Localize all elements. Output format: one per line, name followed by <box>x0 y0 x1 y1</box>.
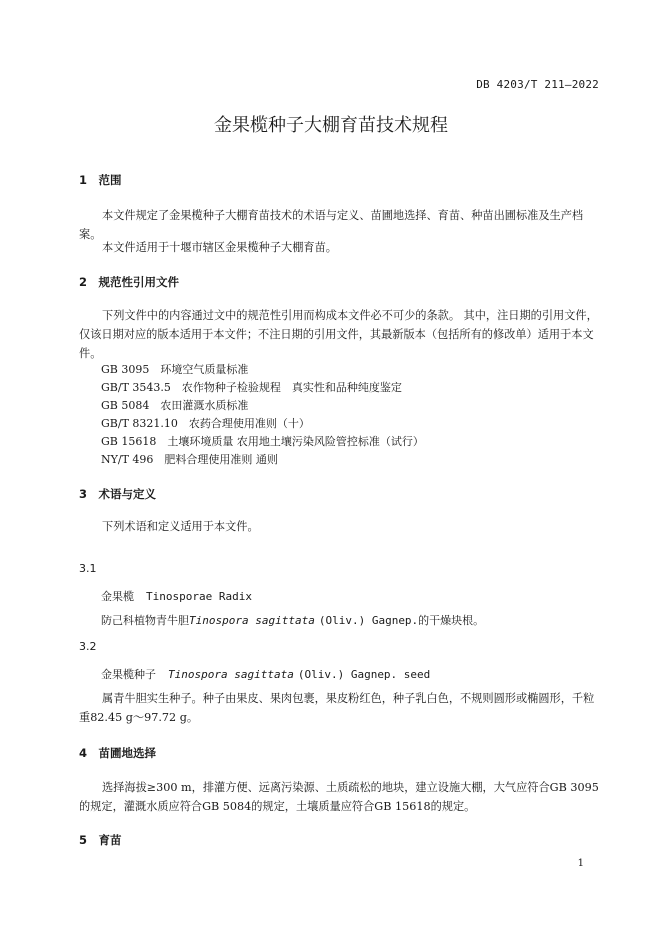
section-5-heading: 5 育苗 <box>79 833 122 847</box>
section-2-paragraph-1: 下列文件中的内容通过文中的规范性引用而构成本文件必不可少的条款。 其中，注日期的引用文件，仅该日期对应的版本适用于本文件；不注日期的引用文件，其最新版本（包括所有的修改单）适用于本文件。 <box>79 309 598 360</box>
section-1-paragraph-2: 本文件适用于十堰市辖区金果榄种子大棚育苗。 <box>102 241 337 254</box>
term-name: 金果榄 <box>101 590 134 603</box>
section-1-paragraph-1: 本文件规定了金果榄种子大棚育苗技术的术语与定义、苗圃地选择、育苗、种苗出圃标准及生产档案。 <box>79 209 584 241</box>
term-entry <box>101 588 252 604</box>
reference-item: GB/T 8321.10 农药合理使用准则（十） <box>101 417 310 430</box>
reference-item: GB 5084 农田灌溉水质标准 <box>101 399 249 412</box>
section-1-heading: 1 范围 <box>79 173 122 187</box>
term-number: 3.2 <box>79 640 97 653</box>
reference-item: GB 15618 土壤环境质量 农用地土壤污染风险管控标准（试行） <box>101 435 424 448</box>
section-3-paragraph-1: 下列术语和定义适用于本文件。 <box>102 520 259 533</box>
page-number: 1 <box>577 858 584 869</box>
reference-item: NY/T 496 肥料合理使用准则 通则 <box>101 453 278 466</box>
term-definition: 防己科植物青牛胆Tinospora sagittata (Oliv.) Gagnep.的干燥块根。 <box>101 614 485 627</box>
term-number: 3.1 <box>79 562 97 575</box>
section-4-heading: 4 苗圃地选择 <box>79 746 157 760</box>
term-definition: 属青牛胆实生种子。种子由果皮、果肉包裹，果皮粉红色，种子乳白色，不规则圆形或椭圆形，千粒重82.45 g～97.72 g。 <box>79 692 595 724</box>
term-entry: 金果榄种子 Tinospora sagittata (Oliv.) Gagnep. seed <box>101 668 431 681</box>
term-name: 金果榄种子 <box>101 668 156 681</box>
section-4-paragraph-1: 选择海拔≥300 m，排灌方便、远离污染源、土质疏松的地块，建立设施大棚，大气应符合GB 3095的规定，灌溉水质应符合GB 5084的规定，土壤质量应符合GB 15618的规定。 <box>79 781 599 813</box>
section-3-heading: 3 术语与定义 <box>79 487 157 501</box>
term-english: Tinospora sagittata <box>168 668 294 681</box>
reference-item: GB 3095 环境空气质量标准 <box>101 363 249 376</box>
section-2-heading: 2 规范性引用文件 <box>79 275 180 289</box>
term-english: Tinosporae Radix <box>146 590 252 603</box>
document-code: DB 4203/T 211—2022 <box>476 78 599 91</box>
reference-item: GB/T 3543.5 农作物种子检验规程 真实性和品种纯度鉴定 <box>101 381 402 394</box>
document-title: 金果榄种子大棚育苗技术规程 <box>214 115 448 136</box>
